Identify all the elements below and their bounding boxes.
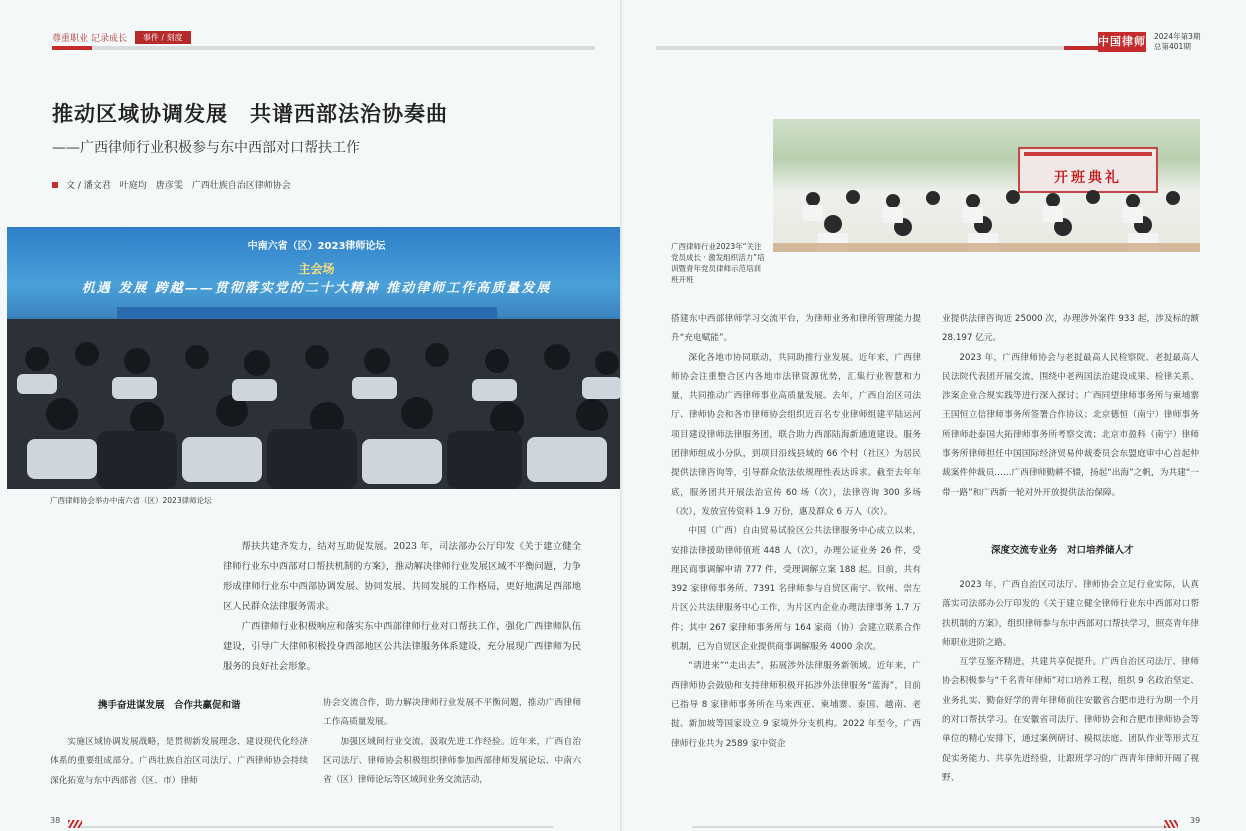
- banner-slogan: 机遇 发展 跨越——贯彻落实党的二十大精神 推动律师工作高质量发展: [81, 281, 552, 296]
- intro-paragraph: 帮扶共建齐发力，结对互助促发展。2023 年，司法部办公厅印发《关于建立健全律师行业东中西部对口帮扶机制的方案》，推动解决律师行业发展区域不平衡问题，力争形成律师行业东中西部协调发展、协同发展、共同发展的工作格局，更好地满足西部地区人民群众法律服务需求。: [223, 541, 581, 612]
- body-paragraph: 中国（广西）自由贸易试验区公共法律服务中心成立以来，安排法律援助律师值班 448 人（次），办理公证业务 26 件，受理民商事调解申请 777 件，受理调解立案 188 起。目前，共有 392 家律师事务所、7391 名律师参与自贸区南宁、钦州、崇左片区公共法律服务中心工作，为片区内企业办理法律事务 1.7 万件；其中 267 家律师事务所与 164 家商（协）会建立联系合作机制，已为自贸区企业提供商事调解服务 4000 余次。: [671, 526, 921, 653]
- photo-caption: 广西律师行业2023年“关注党员成长 · 激发组织活力”培训暨青年党员律师示范培训班开班: [671, 242, 765, 284]
- banner-sub: 主会场: [298, 262, 335, 276]
- body-column-3: [671, 310, 921, 754]
- header-rule: [52, 46, 595, 50]
- article-title: 推动区域协调发展 共谱西部法治协奏曲: [52, 101, 448, 126]
- body-paragraph: 互学互鉴齐精进，共建共享促提升。广西自治区司法厅、律师协会积极参与“千名青年律师”对口培养工程，组织 9 名政治坚定、业务扎实、勤奋好学的青年律师前往安徽省合肥市进行为期一个月的对口帮扶学习。在安徽省司法厅、律师协会和合肥市律师协会等单位的精心安排下，通过案例研讨、模拟法庭、团队作业等形式互促实务能力、共享先进经验，让跟班学习的广西青年律师开阔了视野、: [942, 657, 1199, 783]
- forum-photo: [7, 227, 622, 489]
- header-slogan: 尊重职业 记录成长: [52, 34, 127, 44]
- body-paragraph: 业提供法律咨询近 25000 次，办理涉外案件 933 起，涉及标的额 28.197 亿元。: [942, 314, 1199, 344]
- section-heading: 深度交流专业务 对口培养储人才: [991, 545, 1134, 556]
- classroom-illustration: [773, 179, 1200, 252]
- square-bullet-icon: [52, 182, 58, 188]
- right-page: [624, 0, 1246, 831]
- page-number: 39: [1190, 816, 1201, 825]
- body-column-1: [50, 733, 308, 791]
- issue-info: [1154, 32, 1200, 52]
- photo-caption: 广西律师协会举办中南六省（区）2023律师论坛: [50, 496, 212, 505]
- left-page: [0, 0, 622, 831]
- page-number: 38: [50, 816, 61, 825]
- body-paragraph: 搭建东中西部律师学习交流平台，为律师业务和律所管理能力提升“充电赋能”。: [671, 314, 921, 344]
- header-tag: 事件 / 刻度: [135, 31, 191, 44]
- issue-total: 总第401期: [1154, 42, 1191, 51]
- body-column-2: [323, 694, 581, 790]
- stage-table: [117, 307, 497, 319]
- body-paragraph: “请进来”“走出去”，拓展涉外法律服务新领域。近年来，广西律师协会鼓励和支持律师积极开拓涉外法律服务“蓝海”，目前已指导 8 家律师事务所在马来西亚、柬埔寨、泰国、越南、老挝、新加坡等国家设立 9 家境外分支机构。2022 年至今，广西律师行业共为 2589 家中资企: [671, 661, 921, 749]
- intro-paragraph: 广西律师行业积极响应和落实东中西部律师行业对口帮扶工作，强化广西律师队伍建设，引导广大律师积极投身西部地区公共法律服务体系建设，充分展现广西律师为民服务的良好社会形象。: [223, 621, 581, 672]
- body-paragraph: 加强区域间行业交流，汲取先进工作经验。近年来，广西自治区司法厅、律师协会积极组织律师参加西部律师发展论坛、中南六省（区）律师论坛等区域间业务交流活动，: [323, 736, 581, 786]
- body-column-4b: [942, 576, 1199, 788]
- body-paragraph: 2023 年，广西律师协会与老挝最高人民检察院、老挝最高人民法院代表团开展交流，围绕中老两国法治建设成果、检律关系、涉案企业合规实践等进行深入探讨；广西同望律师事务所与柬埔寨王国恒立信律师事务所签署合作协议；北京德恒（南宁）律师事务所律师赴泰国大拓律师事务所考察交流；北京市盈科（南宁）律师事务所律师担任中国国际经济贸易仲裁委员会东盟庭审中心首起仲裁案件仲裁员……广西律师勤耕不辍，扬起“出海”之帆，为共建“一带一路”和广西新一轮对外开放提供法治保障。: [942, 352, 1199, 498]
- body-column-4: [942, 310, 1199, 503]
- footer-stripe: [1164, 820, 1178, 828]
- body-paragraph: 协会交流合作，助力解决律师行业发展不平衡问题，推动广西律师工作高质量发展。: [323, 698, 581, 728]
- byline: [52, 178, 291, 191]
- issue-number: 2024年第3期: [1154, 32, 1201, 41]
- section-heading: 携手奋进谋发展 合作共赢促和谐: [98, 700, 241, 711]
- section-header: [52, 31, 191, 44]
- banner-title: 中南六省（区）2023律师论坛: [247, 241, 386, 252]
- training-photo: [773, 119, 1200, 252]
- byline-text: 文 / 潘文君 叶庭均 唐彦雯 广西壮族自治区律师协会: [66, 181, 291, 191]
- audience-illustration: [7, 319, 622, 489]
- body-paragraph: 深化各地市协同联动，共同助推行业发展。近年来，广西律师协会注重整合区内各地市法律资源优势，汇集行业智慧和力量，共同推动广西律师事业高质量发展。去年，广西自治区司法厅、律师协会和各市律师协会组织近百名专业律师组建平陆运河项目建设律师法律服务团，联合助力西部陆海新通道建设。服务团律师组成小分队，到项目沿线县域的 66 个村（社区）为居民提供法律咨询等，引导群众依法依规理性表达诉求。截至去年年底，服务团共开展法治宣传 60 场（次），法律咨询 300 多场（次），发放宣传资料 1.9 万份，惠及群众 6 万人（次）。: [671, 352, 921, 517]
- magazine-logo: 中国律师: [1098, 32, 1146, 52]
- article-subtitle: ——广西律师行业积极参与东中西部对口帮扶工作: [52, 140, 360, 156]
- footer-rule: [80, 826, 553, 828]
- header-rule: [656, 46, 1120, 50]
- screen-text: 开班典礼: [1054, 170, 1122, 186]
- intro-text: [223, 537, 581, 677]
- screen-header-bar: [1024, 152, 1152, 156]
- footer-rule: [692, 826, 1169, 828]
- body-paragraph: 2023 年，广西自治区司法厅、律师协会立足行业实际，认真落实司法部办公厅印发的《关于建立健全律师行业东中西部对口帮扶机制的方案》，组织律师参与东中西部对口帮扶学习，照亮青年律师职业进阶之路。: [942, 580, 1199, 648]
- body-paragraph: 实施区域协调发展战略，是贯彻新发展理念、建设现代化经济体系的重要组成部分。广西壮族自治区司法厅、广西律师协会持续深化拓宽与东中西部省（区、市）律师: [50, 737, 308, 786]
